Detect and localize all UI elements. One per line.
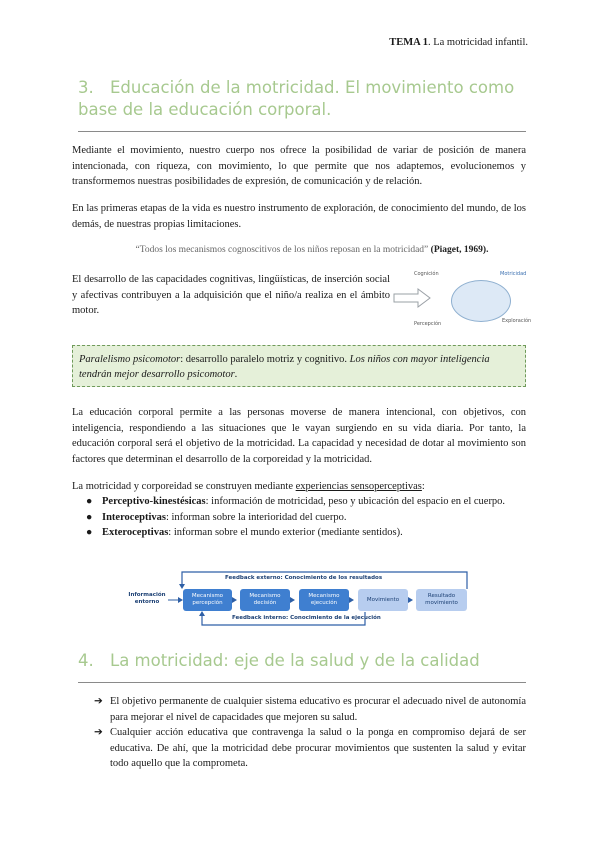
arrow-bullet-icon: ➔ (94, 727, 103, 738)
list-item: ➔ Cualquier acción educativa que contravenga la salud o la ponga en compromiso dejará de ser educativa. De ahí, que la motricidad debe procurar movimientos que sustenten la salud y evitar todo aquello que la comprometa. (94, 727, 526, 769)
section-4-number: 4. (78, 651, 94, 670)
feedback-internal-label: Feedback interno: Conocimiento de la ejecución (232, 615, 381, 621)
bullet-icon: ● (86, 511, 93, 523)
paragraph-capacities: El desarrollo de las capacidades cognitivas, lingüísticas, de inserción social y afectivas contribuyen a la adquisición que el niño/a realiza en el ámbito motor. (72, 274, 390, 316)
development-circle (451, 280, 511, 322)
flow-box-perception: Mecanismo percepción (183, 589, 232, 611)
bullet-icon: ● (86, 496, 93, 507)
diagram-label-motricidad: Motricidad (500, 271, 527, 277)
right-arrow-icon (392, 288, 432, 308)
paragraph-body-education: La educación corporal permite a las personas moverse de manera intencional, con objetivos, con inteligencia, respondiendo a las situaciones que le vayan surgiendo en su vida diaria. Por tanto, la educación corporal será el objetivo de la motricidad. La capacidad y necesidad de dotar al movimiento son factores que determinan el desarrollo de la corporeidad y la motricidad. (72, 407, 526, 465)
arrow-bullet-icon: ➔ (94, 696, 103, 707)
section-4-title: La motricidad: eje de la salud y de la calidad (110, 651, 480, 670)
flow-box-movement: Movimiento (358, 589, 408, 611)
diagram-label-exploracion: Exploración (502, 318, 532, 324)
diagram-label-percepcion: Percepción (414, 321, 442, 327)
section-4-heading (78, 650, 538, 672)
flow-box-decision: Mecanismo decisión (240, 589, 290, 611)
health-points-list (90, 694, 526, 772)
bullet-icon: ● (86, 527, 93, 538)
flow-box-execution: Mecanismo ejecución (299, 589, 349, 611)
list-item: ● Exteroceptivas: informan sobre el mundo exterior (mediante sentidos). (82, 525, 526, 541)
section-divider (78, 131, 526, 132)
psychomotor-parallelism-note: Paralelismo psicomotor: desarrollo paralelo motriz y cognitivo. Los niños con mayor inteligencia tendrán mejor desarrollo psicomotor. (72, 345, 526, 387)
list-item: ● Perceptivo-kinestésicas: información de motricidad, peso y ubicación del espacio en el cuerpo. (82, 494, 526, 510)
experience-list (82, 494, 526, 541)
section-divider (78, 682, 526, 683)
section-3-heading (78, 77, 538, 121)
piaget-quote: “Todos los mecanismos cognoscitivos de los niños reposan en la motricidad” (Piaget, 1969). (135, 245, 489, 255)
diagram-label-cognicion: Cognición (414, 271, 439, 277)
page-header: TEMA 1. La motricidad infantil. (389, 37, 528, 48)
list-item: ● Interoceptivas: informan sobre la interioridad del cuerpo. (82, 510, 526, 526)
list-item: ➔ El objetivo permanente de cualquier sistema educativo es procurar el adecuado nivel de autonomía para mejorar el nivel de capacidades que mejoren su salud. (94, 696, 526, 723)
paragraph-sensoperceptive: La motricidad y corporeidad se construyen mediante experiencias sensoperceptivas: (72, 481, 425, 492)
feedback-external-label: Feedback externo: Conocimiento de los resultados (225, 575, 383, 581)
section-3-number: 3. (78, 78, 94, 97)
paragraph-movement: Mediante el movimiento, nuestro cuerpo nos ofrece la posibilidad de variar de posición de manera intencionada, con riqueza, con movimiento, lo que permite que nos adaptemos, evolucionemos y transformemos nuestras posibilidades de expresión, de comunicación y de relación. (72, 145, 526, 187)
flow-input-label: Información entorno (128, 592, 166, 605)
paragraph-early-stages: En las primeras etapas de la vida es nuestro instrumento de exploración, de conocimiento del mundo, de los demás, de nuestras propias limitaciones. (72, 203, 526, 230)
section-3-title: Educación de la motricidad. El movimiento como base de la educación corporal. (78, 78, 515, 119)
flow-box-result: Resultado movimiento (416, 589, 467, 611)
